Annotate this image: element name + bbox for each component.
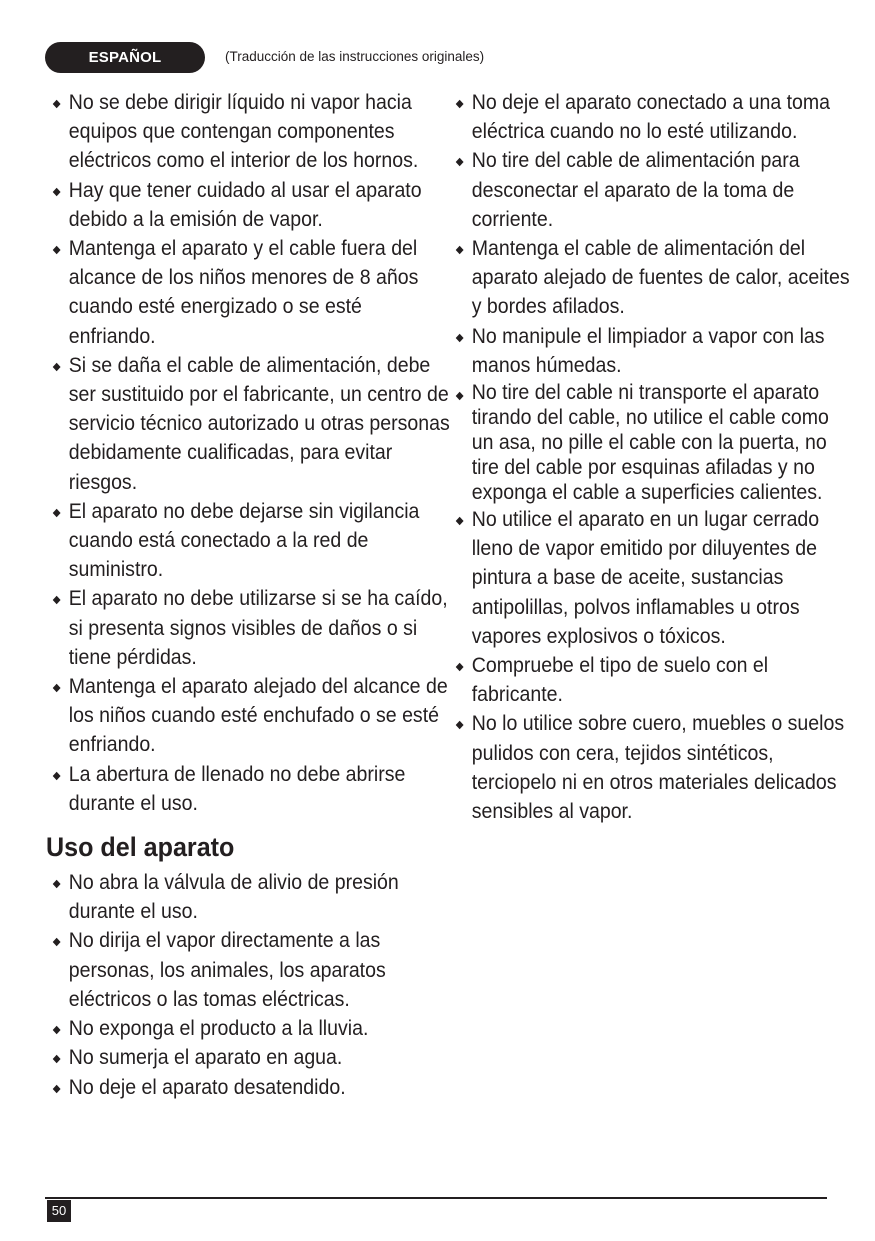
list-item-text: No manipule el limpiador a vapor con las manos húmedas. <box>471 324 825 377</box>
list-item <box>52 351 454 497</box>
list-item <box>52 1014 454 1043</box>
list-item <box>52 1073 454 1102</box>
list-item <box>455 380 852 505</box>
safety-list-top <box>52 88 450 818</box>
list-item <box>52 497 454 585</box>
list-item-text: Hay que tener cuidado al usar el aparato debido a la emisión de vapor. <box>68 178 422 231</box>
list-item <box>455 322 852 380</box>
bullet-diamond-icon <box>456 517 464 525</box>
bullet-diamond-icon <box>53 596 61 604</box>
bullet-diamond-icon <box>53 771 61 779</box>
list-item <box>455 709 852 826</box>
list-item-text: Mantenga el aparato y el cable fuera del alcance de los niños menores de 8 años cuando esté energizado o se esté enfriando. <box>68 237 419 348</box>
bullet-diamond-icon <box>53 1026 61 1034</box>
list-item-text: No exponga el producto a la lluvia. <box>68 1017 369 1041</box>
list-item <box>52 868 454 926</box>
bullet-diamond-icon <box>53 509 61 517</box>
list-item <box>52 1043 454 1072</box>
page-number: 50 <box>47 1200 71 1222</box>
list-item <box>52 176 454 234</box>
list-item-text: Mantenga el cable de alimentación del aparato alejado de fuentes de calor, aceites y bordes afilados. <box>471 237 850 319</box>
bullet-diamond-icon <box>456 100 464 108</box>
bullet-diamond-icon <box>456 721 464 729</box>
section-heading: Uso del aparato <box>46 832 235 863</box>
bullet-diamond-icon <box>53 1055 61 1063</box>
list-item-text: Mantenga el aparato alejado del alcance de los niños cuando esté enchufado o se esté enfriando. <box>68 675 448 757</box>
list-item-text: No abra la válvula de alivio de presión durante el uso. <box>68 871 399 924</box>
bullet-diamond-icon <box>456 158 464 166</box>
list-item-text: El aparato no debe utilizarse si se ha caído, si presenta signos visibles de daños o si tiene pérdidas. <box>68 587 448 669</box>
bullet-diamond-icon <box>53 246 61 254</box>
list-item <box>455 234 852 322</box>
safety-list-right <box>455 88 850 826</box>
list-item <box>52 926 454 1014</box>
list-item <box>455 651 852 709</box>
bullet-diamond-icon <box>456 663 464 671</box>
list-item-text: Compruebe el tipo de suelo con el fabricante. <box>471 654 769 707</box>
right-column <box>455 88 850 826</box>
bullet-diamond-icon <box>456 246 464 254</box>
list-item <box>52 234 454 351</box>
list-item <box>455 88 852 146</box>
bullet-diamond-icon <box>456 333 464 341</box>
list-item-text: No sumerja el aparato en agua. <box>68 1046 343 1070</box>
translation-note: (Traducción de las instrucciones originales) <box>225 49 485 64</box>
list-item-text: La abertura de llenado no debe abrirse durante el uso. <box>68 762 406 815</box>
left-column <box>46 88 450 1102</box>
bullet-diamond-icon <box>53 938 61 946</box>
bullet-diamond-icon <box>456 392 464 400</box>
list-item-text: No utilice el aparato en un lugar cerrado lleno de vapor emitido por diluyentes de pintura a base de aceite, sustancias antipolillas, polvos inflamables u otros vapores explosivos o tóxicos. <box>471 508 820 648</box>
list-item-text: El aparato no debe dejarse sin vigilancia cuando está conectado a la red de suministro. <box>68 499 420 582</box>
list-item <box>455 505 852 651</box>
list-item-text: No se debe dirigir líquido ni vapor hacia equipos que contengan componentes eléctricos como el interior de los hornos. <box>68 91 419 173</box>
list-item-text: Si se daña el cable de alimentación, debe ser sustituido por el fabricante, un centro de servicio técnico autorizado u otras personas debidamente cualificadas, para evitar riesgos. <box>68 353 450 494</box>
list-item-text: No lo utilice sobre cuero, muebles o suelos pulidos con cera, tejidos sintéticos, terciopelo ni en otros materiales delicados sensibles al vapor. <box>471 712 845 824</box>
list-item-text: No deje el aparato conectado a una toma eléctrica cuando no lo esté utilizando. <box>471 91 831 144</box>
list-item-text: No tire del cable ni transporte el aparato tirando del cable, no utilice el cable como un asa, no pille el cable con la puerta, no tire del cable por esquinas afiladas y no exponga el cable a superficies calientes. <box>471 381 829 505</box>
list-item <box>52 88 454 176</box>
bullet-diamond-icon <box>53 1084 61 1092</box>
bullet-diamond-icon <box>53 187 61 195</box>
footer-divider <box>45 1197 827 1199</box>
language-badge: ESPAÑOL <box>45 42 205 73</box>
usage-list <box>52 868 437 1102</box>
bullet-diamond-icon <box>53 684 61 692</box>
list-item-text: No deje el aparato desatendido. <box>68 1075 346 1099</box>
list-item-text: No tire del cable de alimentación para desconectar el aparato de la toma de corriente. <box>471 149 800 231</box>
list-item <box>52 584 454 672</box>
bullet-diamond-icon <box>53 880 61 888</box>
bullet-diamond-icon <box>53 100 61 108</box>
bullet-diamond-icon <box>53 363 61 371</box>
list-item-text: No dirija el vapor directamente a las personas, los animales, los aparatos eléctricos o las tomas eléctricas. <box>68 929 386 1011</box>
list-item <box>52 672 454 760</box>
list-item <box>455 146 852 234</box>
list-item <box>52 760 454 818</box>
